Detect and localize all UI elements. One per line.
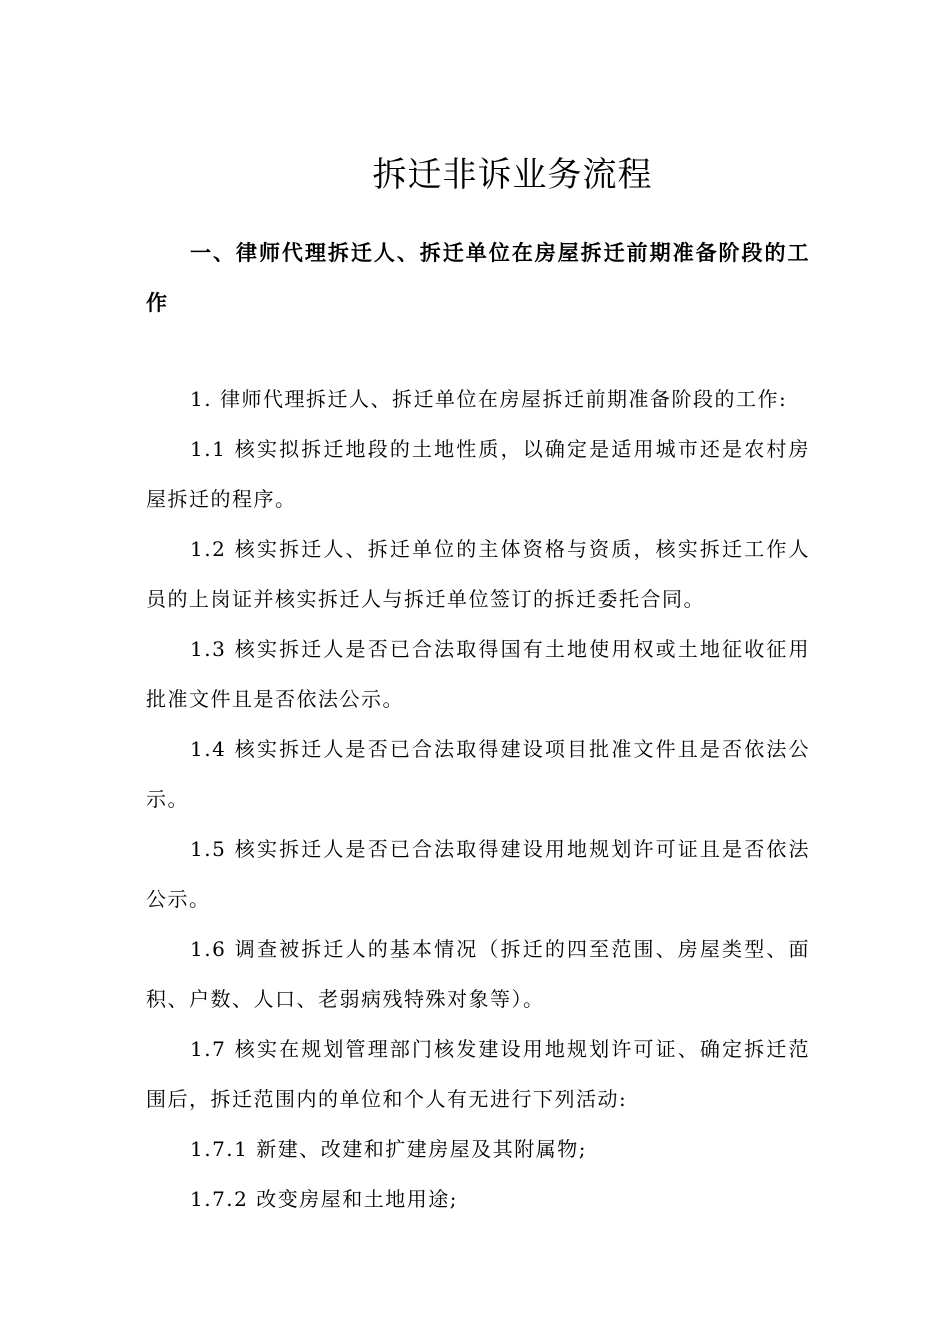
paragraph-1-2: 1.2 核实拆迁人、拆迁单位的主体资格与资质，核实拆迁工作人员的上岗证并核实拆迁人与拆迁单位签订的拆迁委托合同。 bbox=[146, 537, 810, 611]
paragraph-1-6: 1.6 调查被拆迁人的基本情况（拆迁的四至范围、房屋类型、面积、户数、人口、老弱病残特殊对象等）。 bbox=[146, 937, 810, 1011]
paragraph-1-7-1: 1.7.1 新建、改建和扩建房屋及其附属物; bbox=[190, 1137, 587, 1161]
paragraph-1-7-2: 1.7.2 改变房屋和土地用途; bbox=[190, 1187, 458, 1211]
paragraph-1-1: 1.1 核实拟拆迁地段的土地性质，以确定是适用城市还是农村房屋拆迁的程序。 bbox=[146, 437, 810, 511]
paragraph-1-4: 1.4 核实拆迁人是否已合法取得建设项目批准文件且是否依法公示。 bbox=[146, 737, 810, 811]
section-heading: 一、律师代理拆迁人、拆迁单位在房屋拆迁前期准备阶段的工作 bbox=[146, 241, 810, 315]
paragraph-1-7: 1.7 核实在规划管理部门核发建设用地规划许可证、确定拆迁范围后，拆迁范围内的单位和个人有无进行下列活动: bbox=[146, 1037, 810, 1111]
document-body bbox=[146, 374, 810, 1224]
paragraph-1-3: 1.3 核实拆迁人是否已合法取得国有土地使用权或土地征收征用批准文件且是否依法公示。 bbox=[146, 637, 810, 711]
document-title: 拆迁非诉业务流程 bbox=[372, 154, 653, 195]
paragraph-1-5: 1.5 核实拆迁人是否已合法取得建设用地规划许可证且是否依法公示。 bbox=[146, 837, 810, 911]
paragraph-1: 1. 律师代理拆迁人、拆迁单位在房屋拆迁前期准备阶段的工作: bbox=[190, 387, 788, 411]
